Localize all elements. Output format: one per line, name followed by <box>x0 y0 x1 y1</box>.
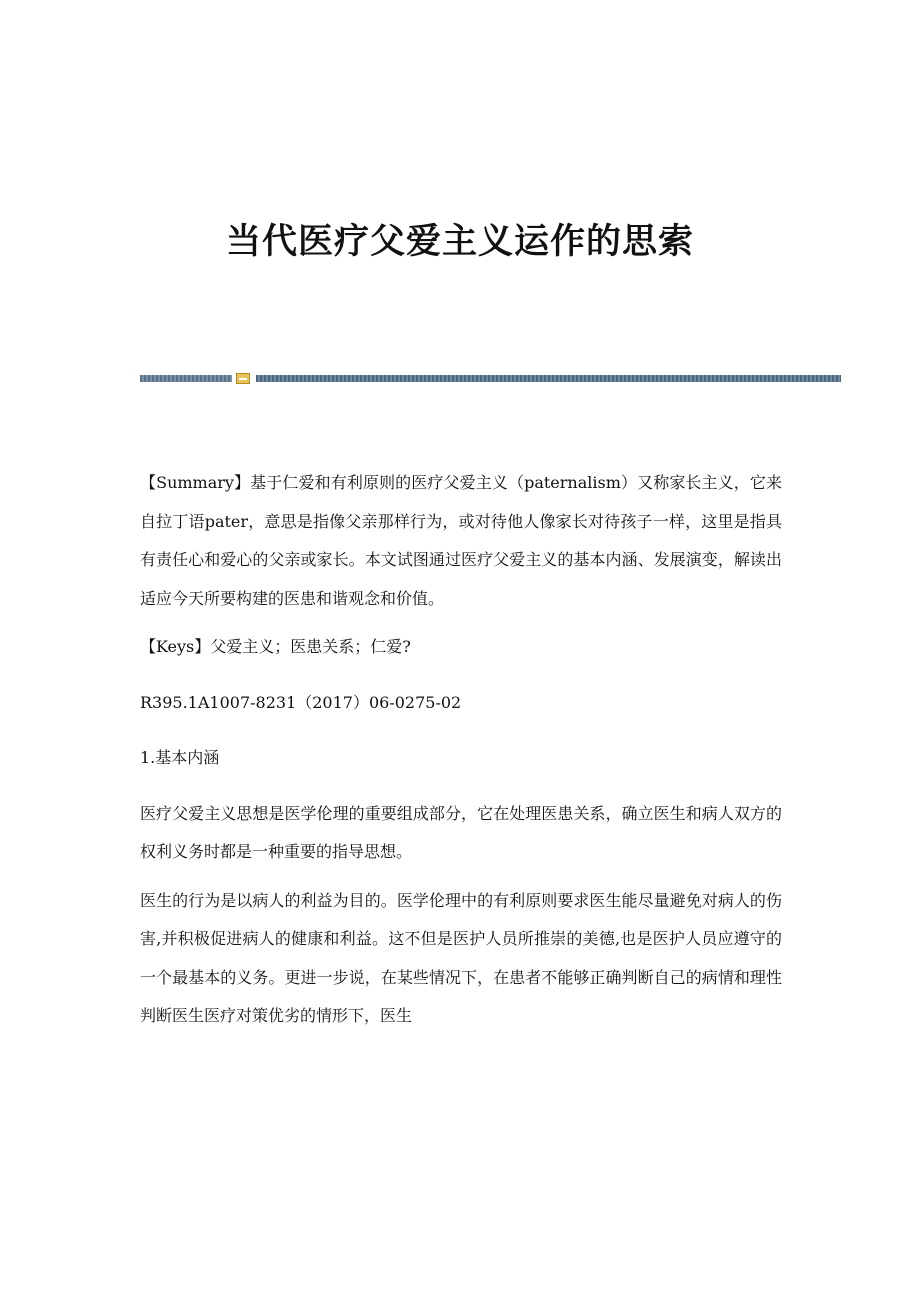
divider-bar-left <box>140 375 232 382</box>
title-divider <box>140 372 841 386</box>
body-paragraph-2: 医生的行为是以病人的利益为目的。医学伦理中的有利原则要求医生能尽量避免对病人的伤害,并积极促进病人的健康和利益。这不但是医护人员所推崇的美德,也是医护人员应遵守的一个最基本的义务。更进一步说，在某些情况下，在患者不能够正确判断自己的病情和理性判断医生医疗对策优劣的情形下，医生 <box>140 890 782 1025</box>
body-paragraph-1: 医疗父爱主义思想是医学伦理的重要组成部分，它在处理医患关系，确立医生和病人双方的权利义务时都是一种重要的指导思想。 <box>140 803 782 861</box>
divider-bar-right <box>256 375 841 382</box>
keys-line: 【Keys】父爱主义；医患关系；仁爱? <box>140 637 411 656</box>
document-title: 当代医疗父爱主义运作的思索 <box>225 221 694 262</box>
divider-ornament-icon <box>236 373 250 384</box>
document-body <box>140 464 782 1046</box>
classification-line: R395.1A1007-8231（2017）06-0275-02 <box>140 692 462 712</box>
section-heading: 1.基本内涵 <box>140 748 220 767</box>
summary-paragraph: 【Summary】基于仁爱和有利原则的医疗父爱主义（paternalism）又称家长主义，它来自拉丁语pater，意思是指像父亲那样行为，或对待他人像家长对待孩子一样，这里是指具有责任心和爱心的父亲或家长。本文试图通过医疗父爱主义的基本内涵、发展演变，解读出适应今天所要构建的医患和谐观念和价值。 <box>140 473 782 608</box>
